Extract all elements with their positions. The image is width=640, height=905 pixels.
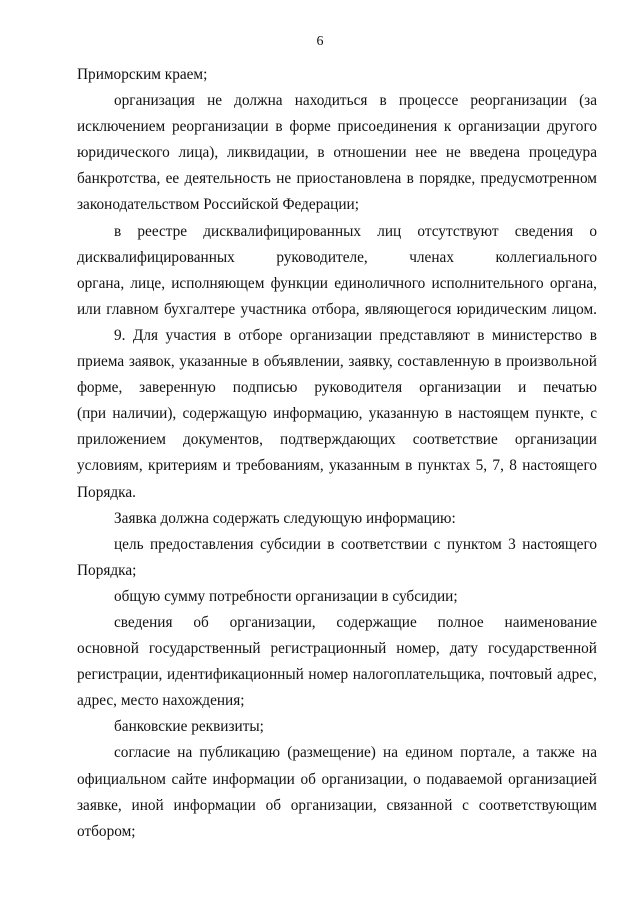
text-line: организация не должна находиться в процессе реорганизации (за <box>114 92 597 110</box>
text-line: (при наличии), содержащую информацию, указанную в настоящем пункте, с <box>77 405 597 423</box>
text-line: Порядка; <box>77 561 137 579</box>
text-line: приема заявок, указанные в объявлении, заявку, составленную в произвольной <box>77 353 597 371</box>
text-line: цель предоставления субсидии в соответствии с пунктом 3 настоящего <box>114 535 597 553</box>
text-line: отбором; <box>77 822 136 840</box>
text-line: основной государственный регистрационный номер, дату государственной <box>77 640 597 658</box>
text-line: или главном бухгалтере участника отбора, являющегося юридическим лицом. <box>77 300 597 318</box>
text-line: условиям, критериям и требованиям, указанным в пунктах 5, 7, 8 настоящего <box>77 457 597 475</box>
text-line: юридического лица), ликвидации, в отношении нее не введена процедура <box>77 144 597 162</box>
text-line: регистрации, идентификационный номер налогоплательщика, почтовый адрес, <box>77 666 597 684</box>
text-line: законодательством Российской Федерации; <box>77 196 359 214</box>
text-line: Приморским краем; <box>77 66 208 83</box>
text-line: общую сумму потребности организации в субсидии; <box>114 587 458 605</box>
text-line: Порядка. <box>77 483 136 501</box>
text-line: приложением документов, подтверждающих соответствие организации <box>77 431 597 449</box>
text-line: исключением реорганизации в форме присоединения к организации другого <box>77 118 597 136</box>
text-line: 9. Для участия в отборе организации представляют в министерство в <box>114 326 597 344</box>
text-line: официальном сайте информации об организации, о подаваемой организацией <box>77 770 597 788</box>
text-line: банковские реквизиты; <box>114 718 264 736</box>
text-line: адрес, место нахождения; <box>77 692 245 710</box>
text-line: заявке, иной информации об организации, связанной с соответствующим <box>77 796 597 814</box>
text-line: органа, лице, исполняющем функции единоличного исполнительного органа, <box>77 274 597 292</box>
text-line: Заявка должна содержать следующую информацию: <box>114 509 456 527</box>
text-line: согласие на публикацию (размещение) на едином портале, а также на <box>114 744 597 762</box>
text-line: в реестре дисквалифицированных лиц отсутствуют сведения о <box>114 222 597 240</box>
text-line: сведения об организации, содержащие полное наименование <box>114 613 597 631</box>
text-line: дисквалифицированных руководителе, членах коллегиального <box>77 248 597 266</box>
text-line: банкротства, ее деятельность не приостановлена в порядке, предусмотренном <box>77 170 597 188</box>
document-body <box>77 62 597 845</box>
page-number: 6 <box>316 34 324 49</box>
text-line: форме, заверенную подписью руководителя организации и печатью <box>77 379 597 397</box>
